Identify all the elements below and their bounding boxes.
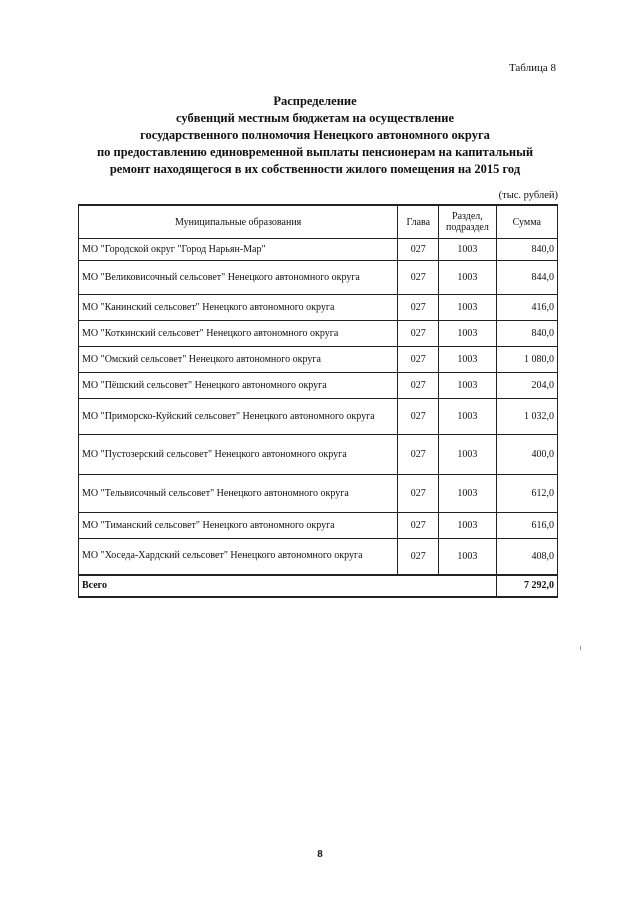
table-row xyxy=(79,399,558,435)
column-header-amount: Сумма xyxy=(496,205,557,239)
chapter-code: 027 xyxy=(398,399,439,435)
table-row xyxy=(79,239,558,261)
chapter-code: 027 xyxy=(398,261,439,295)
chapter-code: 027 xyxy=(398,435,439,475)
table-row xyxy=(79,261,558,295)
table-header-row xyxy=(79,205,558,239)
section-code: 1003 xyxy=(439,373,496,399)
total-amount: 7 292,0 xyxy=(496,575,557,597)
chapter-code: 027 xyxy=(398,347,439,373)
table-row xyxy=(79,513,558,539)
scan-mark xyxy=(580,646,581,650)
chapter-code: 027 xyxy=(398,239,439,261)
title-line: по предоставлению единовременной выплаты пенсионерам на капитальный xyxy=(96,145,534,159)
table-row xyxy=(79,539,558,575)
municipality-name: МО "Тиманский сельсовет" Ненецкого автономного округа xyxy=(79,513,398,539)
municipality-name: МО "Хоседа-Хардский сельсовет" Ненецкого автономного округа xyxy=(79,539,398,575)
chapter-code: 027 xyxy=(398,373,439,399)
title-line: ремонт находящегося в их собственности жилого помещения на 2015 год xyxy=(109,162,521,176)
amount-value: 408,0 xyxy=(496,539,557,575)
amount-value: 844,0 xyxy=(496,261,557,295)
section-code: 1003 xyxy=(439,347,496,373)
amount-value: 1 032,0 xyxy=(496,399,557,435)
table-row xyxy=(79,347,558,373)
page-number: 8 xyxy=(317,848,323,860)
municipality-name: МО "Пустозерский сельсовет" Ненецкого автономного округа xyxy=(79,435,398,475)
municipality-name: МО "Коткинский сельсовет" Ненецкого автономного округа xyxy=(79,321,398,347)
table-label: Таблица 8 xyxy=(508,62,556,74)
section-code: 1003 xyxy=(439,261,496,295)
document-title xyxy=(60,93,570,178)
amount-value: 840,0 xyxy=(496,321,557,347)
amount-value: 612,0 xyxy=(496,475,557,513)
column-header-chapter: Глава xyxy=(398,205,439,239)
chapter-code: 027 xyxy=(398,513,439,539)
amount-value: 204,0 xyxy=(496,373,557,399)
total-row xyxy=(79,575,558,597)
column-header-section: Раздел, подраздел xyxy=(439,205,496,239)
table-row xyxy=(79,373,558,399)
chapter-code: 027 xyxy=(398,539,439,575)
amount-value: 840,0 xyxy=(496,239,557,261)
municipality-name: МО "Тельвисочный сельсовет" Ненецкого автономного округа xyxy=(79,475,398,513)
section-code: 1003 xyxy=(439,539,496,575)
title-line: субвенций местным бюджетам на осуществление xyxy=(176,111,454,125)
table-row xyxy=(79,435,558,475)
title-line: Распределение xyxy=(273,94,357,108)
amount-value: 616,0 xyxy=(496,513,557,539)
section-code: 1003 xyxy=(439,475,496,513)
subvention-table xyxy=(78,204,558,598)
chapter-code: 027 xyxy=(398,295,439,321)
table-row xyxy=(79,321,558,347)
municipality-name: МО "Великовисочный сельсовет" Ненецкого автономного округа xyxy=(79,261,398,295)
municipality-name: МО "Канинский сельсовет" Ненецкого автономного округа xyxy=(79,295,398,321)
amount-value: 1 080,0 xyxy=(496,347,557,373)
section-code: 1003 xyxy=(439,513,496,539)
section-code: 1003 xyxy=(439,399,496,435)
section-code: 1003 xyxy=(439,435,496,475)
municipality-name: МО "Пёшский сельсовет" Ненецкого автономного округа xyxy=(79,373,398,399)
municipality-name: МО "Городской округ "Город Нарьян-Мар" xyxy=(79,239,398,261)
amount-value: 416,0 xyxy=(496,295,557,321)
municipality-name: МО "Омский сельсовет" Ненецкого автономного округа xyxy=(79,347,398,373)
chapter-code: 027 xyxy=(398,321,439,347)
section-code: 1003 xyxy=(439,239,496,261)
chapter-code: 027 xyxy=(398,475,439,513)
municipality-name: МО "Приморско-Куйский сельсовет" Ненецкого автономного округа xyxy=(79,399,398,435)
column-header-municipality: Муниципальные образования xyxy=(79,205,398,239)
table-row xyxy=(79,295,558,321)
total-label: Всего xyxy=(79,575,497,597)
amount-value: 400,0 xyxy=(496,435,557,475)
section-code: 1003 xyxy=(439,321,496,347)
title-line: государственного полномочия Ненецкого автономного округа xyxy=(140,128,490,142)
section-code: 1003 xyxy=(439,295,496,321)
table-row xyxy=(79,475,558,513)
units-note: (тыс. рублей) xyxy=(498,190,558,201)
